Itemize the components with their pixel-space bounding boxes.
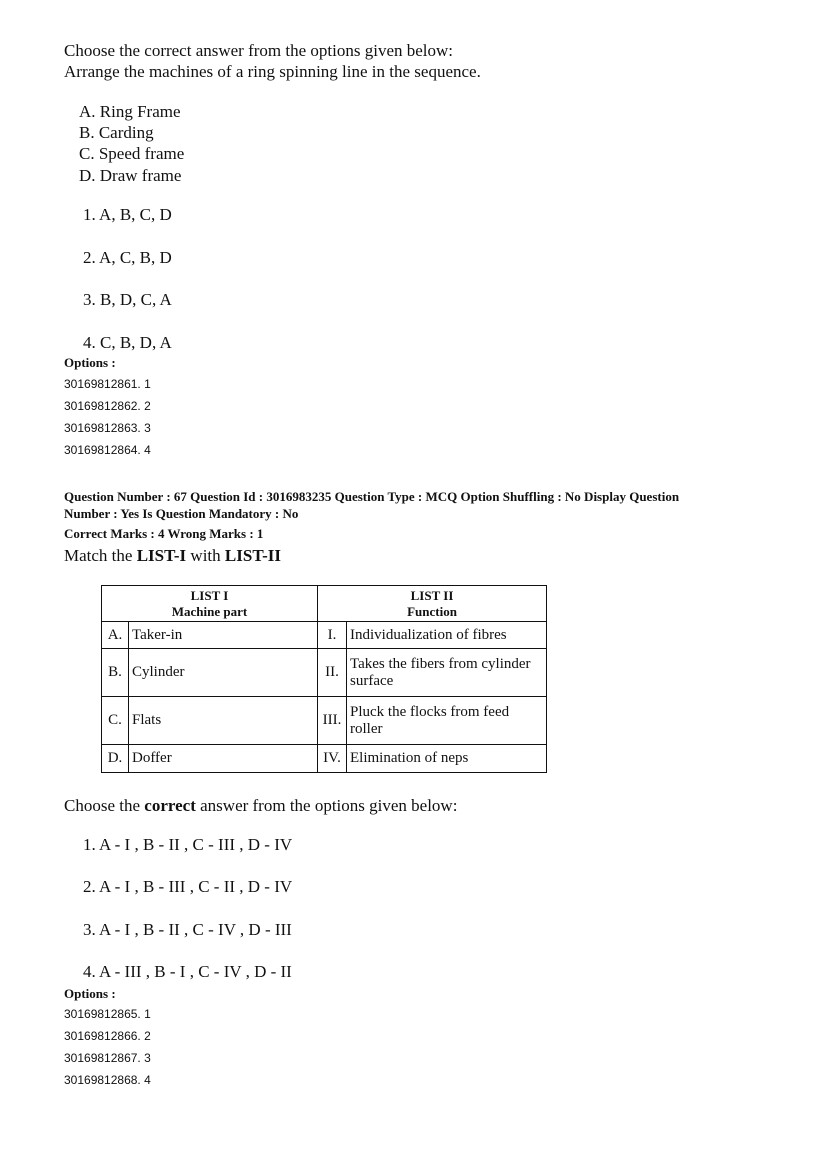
- option-id: 30169812863. 3: [64, 421, 151, 435]
- answer-choice: 4. A - III , B - I , C - IV , D - II: [83, 962, 292, 981]
- table-row: [102, 622, 547, 649]
- answer-choice: 1. A - I , B - II , C - III , D - IV: [83, 835, 293, 854]
- function-text: Individualization of fibres: [347, 622, 547, 649]
- list-item: D. Draw frame: [79, 166, 182, 185]
- answer-choice: 4. C, B, D, A: [83, 333, 172, 352]
- option-id: 30169812866. 2: [64, 1029, 151, 1043]
- roman-numeral: II.: [318, 649, 347, 697]
- function-text: Elimination of neps: [347, 745, 547, 773]
- roman-numeral: I.: [318, 622, 347, 649]
- match-table: [101, 585, 547, 773]
- machine-part: Taker-in: [129, 622, 318, 649]
- prompt-with: with: [186, 546, 225, 565]
- option-id: 30169812861. 1: [64, 377, 151, 391]
- row-label: B.: [102, 649, 129, 697]
- instruction-text: Choose the correct answer from the options given below:: [64, 41, 454, 60]
- row-label: A.: [102, 622, 129, 649]
- question-text: Arrange the machines of a ring spinning line in the sequence.: [64, 62, 481, 81]
- choose-instruction: [64, 795, 457, 816]
- options-label: Options :: [64, 355, 116, 370]
- option-id: 30169812868. 4: [64, 1073, 151, 1087]
- list-item: C. Speed frame: [79, 144, 185, 163]
- choose-suffix: answer from the options given below:: [195, 796, 458, 815]
- answer-choice: 1. A, B, C, D: [83, 205, 172, 224]
- machine-part: Doffer: [129, 745, 318, 773]
- answer-choice: 3. B, D, C, A: [83, 290, 172, 309]
- answer-choice: 2. A, C, B, D: [83, 248, 172, 267]
- option-id: 30169812867. 3: [64, 1051, 151, 1065]
- option-id: 30169812862. 2: [64, 399, 151, 413]
- list1-header-subtitle: Machine part: [171, 603, 248, 619]
- table-header-row: [102, 586, 547, 622]
- list1-header-title: LIST I: [190, 587, 229, 603]
- list2-header-title: LIST II: [410, 587, 454, 603]
- row-label: D.: [102, 745, 129, 773]
- list1-header: [102, 586, 318, 622]
- machine-part: Flats: [129, 697, 318, 745]
- match-prompt: [64, 545, 281, 566]
- function-text: Pluck the flocks from feed roller: [347, 697, 547, 745]
- answer-choice: 3. A - I , B - II , C - IV , D - III: [83, 920, 292, 939]
- machine-part: Cylinder: [129, 649, 318, 697]
- table-row: [102, 649, 547, 697]
- prompt-prefix: Match the: [64, 546, 137, 565]
- list-item: B. Carding: [79, 123, 154, 142]
- options-label: Options :: [64, 986, 116, 1001]
- roman-numeral: IV.: [318, 745, 347, 773]
- question-meta-continued: Number : Yes Is Question Mandatory : No: [64, 506, 299, 521]
- list2-header-subtitle: Function: [407, 603, 457, 619]
- choose-prefix: Choose the: [64, 796, 145, 815]
- function-text: Takes the fibers from cylinder surface: [347, 649, 547, 697]
- answer-choice: 2. A - I , B - III , C - II , D - IV: [83, 877, 293, 896]
- list-item: A. Ring Frame: [79, 102, 181, 121]
- choose-bold: correct: [144, 796, 196, 815]
- marks-info: Correct Marks : 4 Wrong Marks : 1: [64, 526, 264, 541]
- list2-header: [318, 586, 547, 622]
- table-row: [102, 697, 547, 745]
- option-id: 30169812864. 4: [64, 443, 151, 457]
- roman-numeral: III.: [318, 697, 347, 745]
- row-label: C.: [102, 697, 129, 745]
- prompt-list2: LIST-II: [224, 546, 281, 565]
- prompt-list1: LIST-I: [136, 546, 187, 565]
- question-meta: Question Number : 67 Question Id : 3016983235 Question Type : MCQ Option Shuffling : No Display Question: [64, 489, 680, 504]
- table-row: [102, 745, 547, 773]
- option-id: 30169812865. 1: [64, 1007, 151, 1021]
